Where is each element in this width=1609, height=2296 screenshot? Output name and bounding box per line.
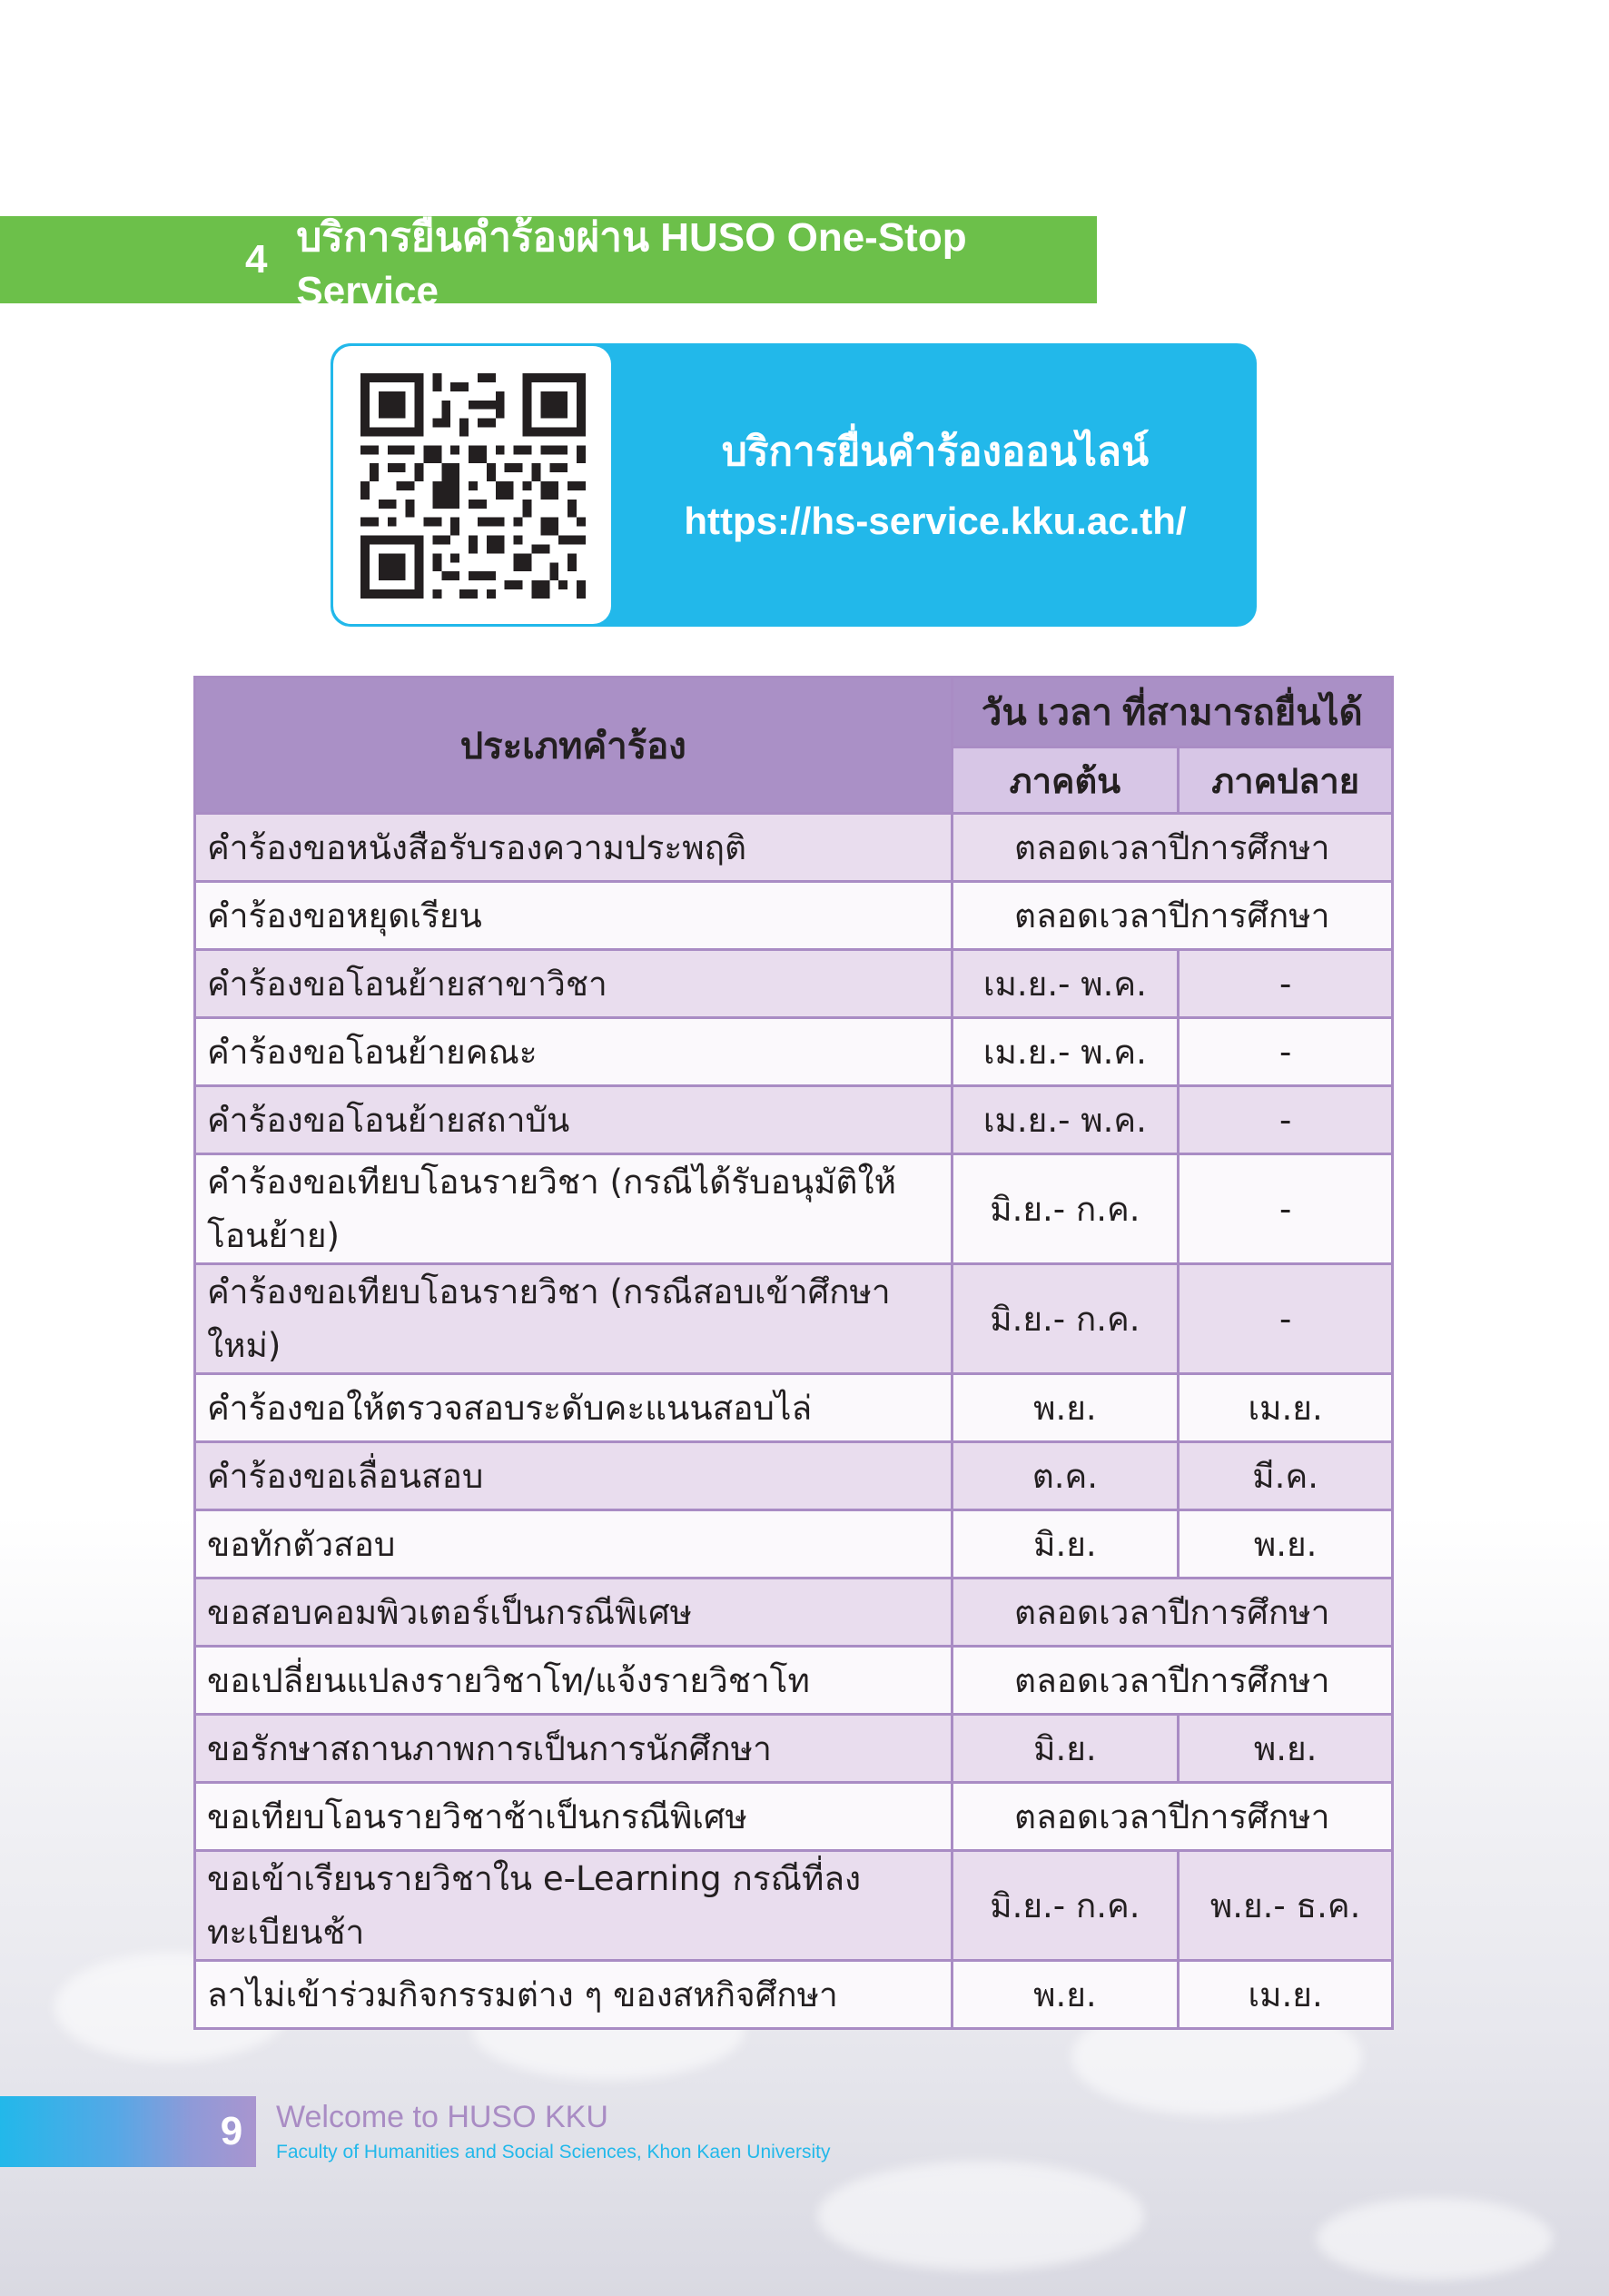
request-schedule-table <box>193 676 1394 2030</box>
row-request-name: ขอเปลี่ยนแปลงรายวิชาโท/แจ้งรายวิชาโท <box>195 1647 953 1715</box>
row-second-semester: พ.ย.- ธ.ค. <box>1179 1851 1393 1961</box>
row-first-semester: มิ.ย.- ก.ค. <box>952 1154 1179 1264</box>
table-row <box>195 1851 1393 1961</box>
row-request-name: คำร้องขอโอนย้ายคณะ <box>195 1018 953 1086</box>
section-title: บริการยื่นคำร้องผ่าน HUSO One-Stop Service <box>296 215 967 313</box>
row-second-semester: พ.ย. <box>1179 1510 1393 1578</box>
table-row <box>195 1264 1393 1374</box>
table-row <box>195 1961 1393 2029</box>
row-request-name: ขอรักษาสถานภาพการเป็นการนักศึกษา <box>195 1715 953 1783</box>
table-row <box>195 1086 1393 1154</box>
header-request-type: ประเภทคำร้อง <box>195 678 953 814</box>
row-first-semester: เม.ย.- พ.ค. <box>952 950 1179 1018</box>
table-row <box>195 1578 1393 1647</box>
row-both-semesters: ตลอดเวลาปีการศึกษา <box>952 814 1392 882</box>
row-first-semester: พ.ย. <box>952 1961 1179 2029</box>
row-request-name: ขอทักตัวสอบ <box>195 1510 953 1578</box>
footer-subtitle: Faculty of Humanities and Social Sciences, Khon Kaen University <box>276 2142 831 2162</box>
row-request-name: คำร้องขอโอนย้ายสาขาวิชา <box>195 950 953 1018</box>
row-first-semester: ต.ค. <box>952 1442 1179 1510</box>
table-row <box>195 1154 1393 1264</box>
row-first-semester: เม.ย.- พ.ค. <box>952 1018 1179 1086</box>
row-second-semester: มี.ค. <box>1179 1442 1393 1510</box>
table-row <box>195 882 1393 950</box>
row-second-semester: - <box>1179 1086 1393 1154</box>
row-request-name: คำร้องขอโอนย้ายสถาบัน <box>195 1086 953 1154</box>
row-first-semester: มิ.ย. <box>952 1715 1179 1783</box>
header-second-semester: ภาคปลาย <box>1179 747 1393 814</box>
row-request-name: ขอสอบคอมพิวเตอร์เป็นกรณีพิเศษ <box>195 1578 953 1647</box>
row-first-semester: พ.ย. <box>952 1374 1179 1442</box>
table-row <box>195 1783 1393 1851</box>
row-second-semester: เม.ย. <box>1179 1374 1393 1442</box>
table-row <box>195 950 1393 1018</box>
table-row <box>195 814 1393 882</box>
service-text <box>614 343 1257 627</box>
qr-code-icon <box>360 373 586 599</box>
row-request-name: ขอเทียบโอนรายวิชาช้าเป็นกรณีพิเศษ <box>195 1783 953 1851</box>
row-request-name: คำร้องขอหยุดเรียน <box>195 882 953 950</box>
section-header <box>0 215 1097 313</box>
row-second-semester: เม.ย. <box>1179 1961 1393 2029</box>
row-both-semesters: ตลอดเวลาปีการศึกษา <box>952 1647 1392 1715</box>
table-row <box>195 1374 1393 1442</box>
page-number: 9 <box>220 2109 243 2153</box>
row-request-name: คำร้องขอเทียบโอนรายวิชา (กรณีสอบเข้าศึกษาใหม่) <box>195 1264 953 1374</box>
row-first-semester: มิ.ย. <box>952 1510 1179 1578</box>
row-second-semester: - <box>1179 1018 1393 1086</box>
row-request-name: ลาไม่เข้าร่วมกิจกรรมต่าง ๆ ของสหกิจศึกษา <box>195 1961 953 2029</box>
table-row <box>195 1018 1393 1086</box>
footer-title: Welcome to HUSO KKU <box>276 2100 608 2134</box>
section-number: 4 <box>245 237 268 282</box>
qr-code[interactable] <box>333 346 611 624</box>
row-first-semester: เม.ย.- พ.ค. <box>952 1086 1179 1154</box>
background-flower-deco <box>817 2162 1144 2271</box>
row-both-semesters: ตลอดเวลาปีการศึกษา <box>952 882 1392 950</box>
online-service-card <box>331 343 1257 627</box>
row-both-semesters: ตลอดเวลาปีการศึกษา <box>952 1578 1392 1647</box>
row-second-semester: พ.ย. <box>1179 1715 1393 1783</box>
service-url-link[interactable]: https://hs-service.kku.ac.th/ <box>684 500 1187 542</box>
table-row <box>195 1715 1393 1783</box>
row-second-semester: - <box>1179 1154 1393 1264</box>
header-submission-time: วัน เวลา ที่สามารถยื่นได้ <box>952 678 1392 747</box>
row-both-semesters: ตลอดเวลาปีการศึกษา <box>952 1783 1392 1851</box>
row-request-name: คำร้องขอเลื่อนสอบ <box>195 1442 953 1510</box>
row-request-name: คำร้องขอให้ตรวจสอบระดับคะแนนสอบไล่ <box>195 1374 953 1442</box>
table-row <box>195 1647 1393 1715</box>
row-second-semester: - <box>1179 950 1393 1018</box>
service-title: บริการยื่นคำร้องออนไลน์ <box>721 430 1150 474</box>
row-second-semester: - <box>1179 1264 1393 1374</box>
row-request-name: คำร้องขอหนังสือรับรองความประพฤติ <box>195 814 953 882</box>
row-request-name: คำร้องขอเทียบโอนรายวิชา (กรณีได้รับอนุมัติให้โอนย้าย) <box>195 1154 953 1264</box>
row-request-name: ขอเข้าเรียนรายวิชาใน e-Learning กรณีที่ลงทะเบียนช้า <box>195 1851 953 1961</box>
background-flower-deco <box>1317 2198 1553 2280</box>
row-first-semester: มิ.ย.- ก.ค. <box>952 1264 1179 1374</box>
header-first-semester: ภาคต้น <box>952 747 1179 814</box>
table-row <box>195 1442 1393 1510</box>
row-first-semester: มิ.ย.- ก.ค. <box>952 1851 1179 1961</box>
table-row <box>195 1510 1393 1578</box>
table-body <box>195 814 1393 2029</box>
